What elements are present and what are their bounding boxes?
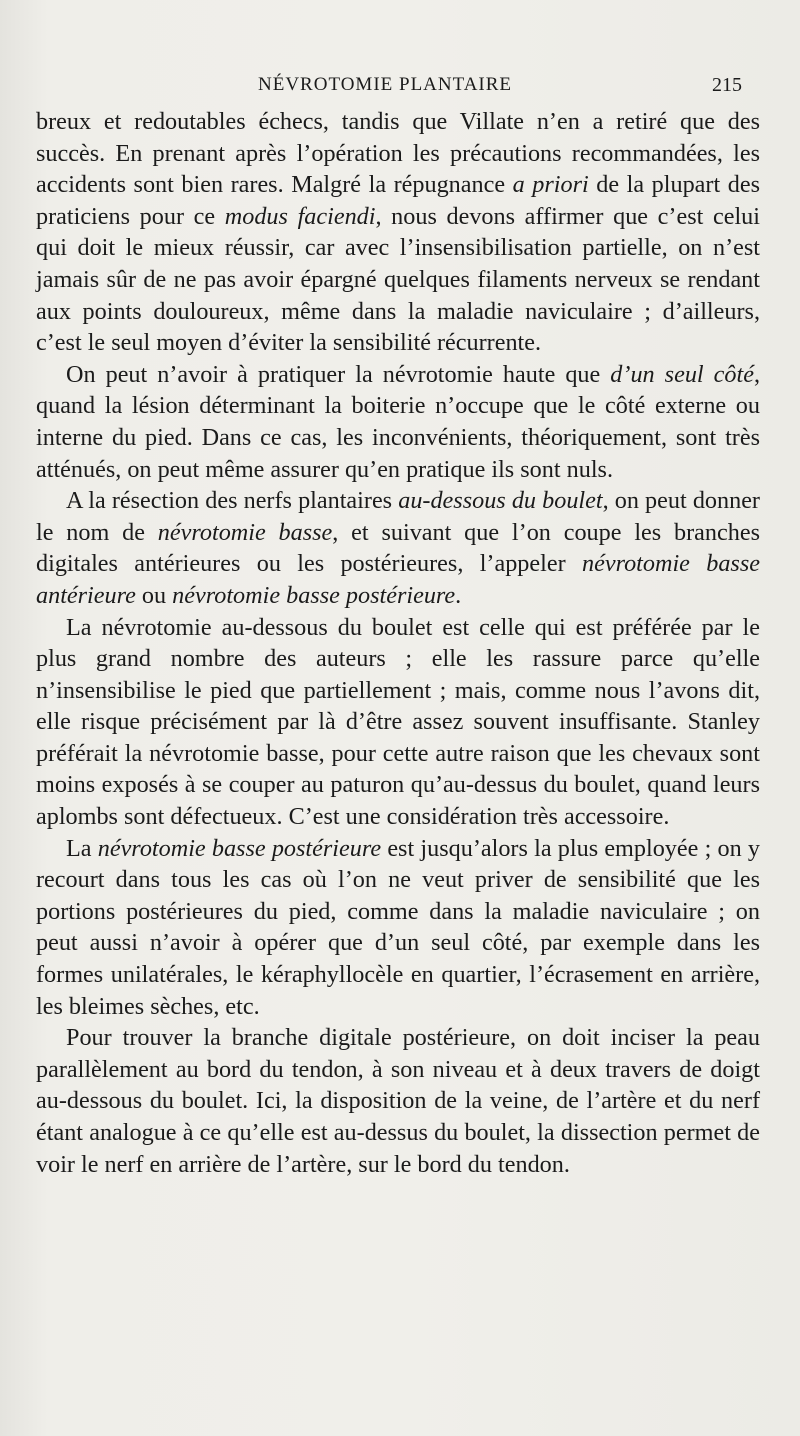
text-run: . (455, 581, 462, 609)
text-run: La (66, 834, 98, 862)
text-run: , on peut donner le nom de (36, 487, 760, 546)
paragraph (36, 612, 760, 833)
page-number: 215 (712, 74, 742, 96)
paragraph (36, 485, 760, 611)
italic-text: névrotomie basse postérieure (172, 581, 456, 609)
italic-text: modus faciendi (224, 202, 376, 230)
page-header (0, 74, 800, 100)
text-run: Pour trouver la branche digitale postérieure, on doit inciser la peau parallèlement au bord du tendon, à son niveau et à deux travers de doigt au-dessous du boulet. Ici, la disposition de la veine, de l’artère et du nerf étant analogue à ce qu’elle est au-dessus du boulet, la dissection permet de voir le nerf en arrière de l’artère, sur le bord du tendon. (36, 1024, 760, 1178)
text-run: , et suivant que l’on coupe les branches digitales antérieures ou les postérieures, l’appeler (36, 518, 760, 578)
italic-text: névrotomie basse (157, 518, 333, 546)
text-run: , nous devons affirmer que c’est celui qui doit le mieux réussir, car avec l’insensibilisation partielle, on n’est jamais sûr de ne pas avoir épargné quelques filaments nerveux se rendant aux points douloureux, même dans la maladie naviculaire ; d’ailleurs, c’est le seul moyen d’éviter la sensibilité récurrente. (36, 202, 760, 357)
text-run: de la plupart des praticiens pour ce (36, 171, 760, 230)
text-run: est jusqu’alors la plus employée ; on y recourt dans tous les cas où l’on ne veut priver de sensibilité que les portions postérieures du pied, comme dans la maladie naviculaire ; on peut aussi n’avoir à opérer que d’un seul côté, par exemple dans les formes unilatérales, le kéraphyllocèle en quartier, l’écrasement en arrière, les bleimes sèches, etc. (36, 834, 761, 1020)
text-run: breux et redoutables échecs, tandis que Villate n’en a retiré que des succès. En prenant après l’opération les précautions recommandées, les accidents sont bien rares. Malgré la répugnance (36, 108, 760, 199)
paragraph (36, 359, 760, 485)
text-run: ou (135, 581, 173, 609)
text-run: A la résection des nerfs plantaires (66, 487, 399, 515)
italic-text: au-dessous du boulet (398, 487, 603, 515)
text-run: , quand la lésion déterminant la boiterie n’occupe que le côté externe ou interne du pied. Dans ce cas, les inconvénients, théoriquement, sont très atténués, on peut même assurer qu’en pratique ils sont nuls. (36, 360, 760, 483)
italic-text: névrotomie basse postérieure (97, 834, 382, 862)
paragraph (36, 1022, 760, 1180)
running-title: NÉVROTOMIE PLANTAIRE (258, 74, 513, 95)
text-run: On peut n’avoir à pratiquer la névrotomie haute que (66, 360, 611, 388)
italic-text: a priori (512, 171, 589, 199)
text-run: La névrotomie au-dessous du boulet est celle qui est préférée par le plus grand nombre des auteurs ; elle les rassure parce qu’elle n’insensibilise le pied que partiellement ; mais, comme nous l’avons dit, elle risque précisément par là d’être assez souvent insuffisante. Stanley préférait la névrotomie basse, pour cette autre raison que les chevaux sont moins exposés à se couper au paturon qu’au-dessus du boulet, quand leurs aplombs sont défectueux. C’est une considération très accessoire. (36, 613, 760, 831)
italic-text: névrotomie basse antérieure (36, 550, 760, 609)
italic-text: d’un seul côté (610, 360, 754, 388)
body-text (36, 106, 760, 1180)
paragraph (36, 833, 760, 1023)
paragraph (36, 106, 760, 359)
